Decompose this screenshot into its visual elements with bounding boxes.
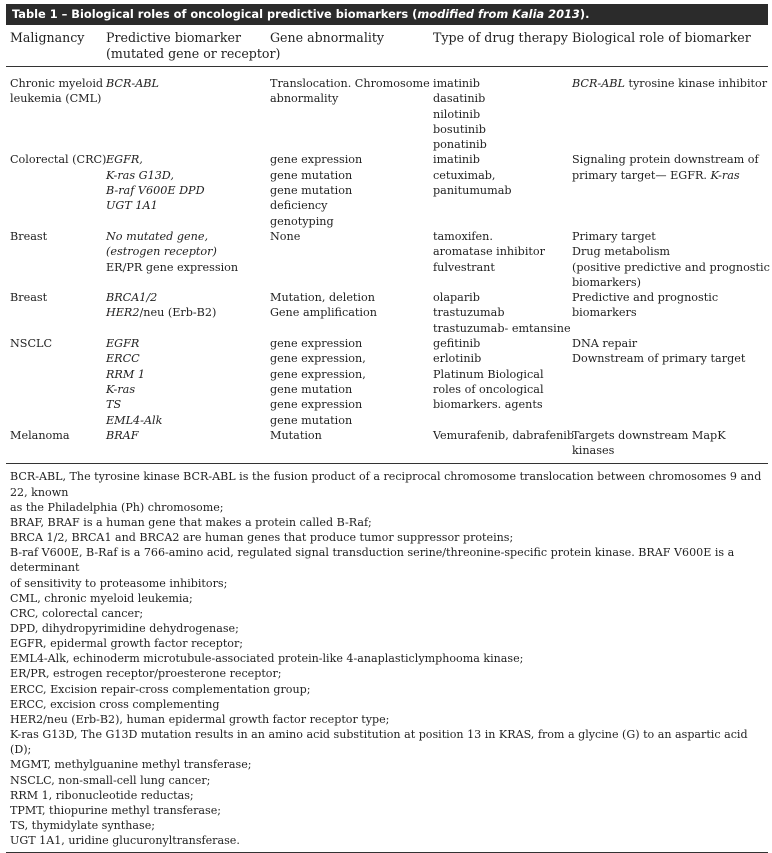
cell-line: imatinib bbox=[433, 77, 480, 90]
cell-text: RRM 1 bbox=[106, 367, 145, 381]
header-drug-therapy bbox=[429, 25, 568, 67]
cell-malignancy bbox=[6, 290, 102, 336]
cell-line: gene expression bbox=[270, 153, 363, 167]
footnote-line: RRM 1, ribonucleotide reductas; bbox=[10, 788, 194, 802]
cell-text: B-raf V600E DPD bbox=[106, 184, 205, 198]
cell-malignancy bbox=[6, 229, 102, 290]
cell-line bbox=[106, 367, 262, 382]
cell-line bbox=[572, 76, 768, 91]
cell-line bbox=[572, 244, 764, 259]
cell-line: panitumumab bbox=[433, 184, 512, 198]
footnote-line: NSCLC, non-small-cell lung cancer; bbox=[10, 773, 211, 787]
cell-line: gene mutation bbox=[270, 413, 353, 427]
cell-biological-role bbox=[568, 67, 768, 153]
cell-line: nilotinib bbox=[433, 107, 481, 121]
cell-gene-abnormality bbox=[266, 152, 429, 228]
header-line: Malignancy bbox=[10, 30, 85, 45]
cell-biological-role bbox=[568, 229, 768, 290]
cell-line: biomarkers. agents bbox=[433, 398, 543, 412]
footnote-line: ERCC, Excision repair-cross complementation group; bbox=[10, 682, 311, 696]
footnote-line: as the Philadelphia (Ph) chromosome; bbox=[10, 500, 224, 514]
cell-line bbox=[106, 152, 262, 167]
cell-line bbox=[106, 229, 262, 244]
cell-line bbox=[106, 168, 262, 183]
footnote-line: ER/PR, estrogen receptor/proesterone receptor; bbox=[10, 667, 282, 681]
cell-line: gene mutation bbox=[270, 382, 353, 396]
header-line: Predictive biomarker bbox=[106, 30, 241, 45]
cell-text: biomarkers bbox=[572, 306, 637, 320]
cell-line: tamoxifen. bbox=[433, 229, 493, 243]
cell-text: BRCA1/2 bbox=[106, 291, 158, 305]
table-row bbox=[6, 229, 768, 290]
table-header-row bbox=[6, 25, 768, 67]
cell-line bbox=[572, 260, 770, 275]
table-title bbox=[6, 4, 768, 25]
cell-line bbox=[106, 260, 262, 275]
cell-line: NSCLC bbox=[10, 337, 53, 351]
cell-malignancy bbox=[6, 152, 107, 228]
cell-line: Colorectal (CRC) bbox=[10, 153, 107, 167]
table-title-prefix: Table 1 – Biological roles of oncological predictive biomarkers ( bbox=[12, 7, 418, 21]
cell-text: EML4-Alk bbox=[106, 413, 163, 427]
cell-line: Chronic myeloid bbox=[10, 77, 104, 90]
cell-gene-abnormality bbox=[266, 290, 429, 336]
header-line: (mutated gene or receptor) bbox=[106, 46, 281, 61]
cell-line bbox=[106, 397, 262, 412]
cell-line: trastuzumab bbox=[433, 306, 505, 320]
cell-line: ponatinib bbox=[433, 138, 487, 152]
cell-drug-therapy bbox=[429, 428, 575, 459]
cell-text: (positive predictive and prognostic bbox=[572, 260, 770, 274]
cell-line: Mutation, deletion bbox=[270, 291, 375, 305]
footnote-line: CML, chronic myeloid leukemia; bbox=[10, 591, 193, 605]
cell-text: TS bbox=[106, 398, 122, 412]
cell-line bbox=[106, 336, 262, 351]
cell-line: gefitinib bbox=[433, 337, 481, 351]
cell-line bbox=[572, 443, 764, 458]
cell-line bbox=[572, 275, 764, 290]
cell-line: gene mutation bbox=[270, 168, 353, 182]
header-line: Biological role of biomarker bbox=[572, 30, 751, 45]
table-row bbox=[6, 336, 768, 428]
footnote-line: EML4-Alk, echinoderm microtubule-associated protein-like 4-anaplasticlymphooma kinase; bbox=[10, 652, 524, 666]
cell-line: dasatinib bbox=[433, 92, 486, 106]
cell-line bbox=[106, 183, 262, 198]
cell-line: abnormality bbox=[270, 92, 339, 106]
cell-biomarker bbox=[102, 67, 266, 153]
cell-text: Downstream of primary target bbox=[572, 352, 746, 366]
cell-text: UGT 1A1 bbox=[106, 199, 158, 213]
footnote-line: MGMT, methylguanine methyl transferase; bbox=[10, 758, 252, 772]
cell-line: Gene amplification bbox=[270, 306, 377, 320]
table-document bbox=[6, 4, 768, 853]
cell-line: roles of oncological bbox=[433, 382, 544, 396]
cell-line: erlotinib bbox=[433, 352, 482, 366]
cell-line: deficiency bbox=[270, 199, 328, 213]
cell-malignancy bbox=[6, 428, 102, 459]
cell-line: Breast bbox=[10, 291, 48, 305]
cell-text: EGFR bbox=[106, 337, 140, 351]
cell-line bbox=[106, 413, 262, 428]
table-title-suffix: ). bbox=[579, 7, 590, 21]
cell-line: gene expression bbox=[270, 337, 363, 351]
cell-line bbox=[106, 305, 262, 320]
cell-text-rest: tyrosine kinase inhibitor bbox=[624, 77, 768, 90]
cell-text: No mutated gene, bbox=[106, 229, 209, 243]
table-row bbox=[6, 67, 768, 153]
cell-biomarker bbox=[102, 336, 266, 428]
header-malignancy bbox=[6, 25, 102, 67]
table-row bbox=[6, 152, 768, 228]
cell-text: Targets downstream MapK bbox=[572, 428, 726, 442]
cell-text: DNA repair bbox=[572, 337, 638, 351]
cell-biomarker bbox=[102, 229, 266, 290]
table-title-source: modified from Kalia 2013 bbox=[417, 7, 580, 21]
cell-text: BCR-ABL bbox=[572, 77, 625, 90]
table-footnotes bbox=[6, 463, 768, 853]
cell-gene-abnormality bbox=[266, 428, 429, 459]
cell-line bbox=[106, 76, 262, 91]
cell-line: olaparib bbox=[433, 291, 480, 305]
footnote-line: B-raf V600E, B-Raf is a 766-amino acid, regulated signal transduction serine/threonine-specific protein kinase. BRAF V600E is a determinant bbox=[10, 546, 735, 575]
cell-biomarker bbox=[102, 428, 266, 459]
cell-line: imatinib bbox=[433, 153, 480, 167]
cell-line: None bbox=[270, 229, 301, 243]
footnote-line: ERCC, excision cross complementing bbox=[10, 697, 220, 711]
cell-text: kinases bbox=[572, 444, 615, 458]
cell-text: ER/PR gene expression bbox=[106, 260, 239, 274]
footnote-line: TPMT, thiopurine methyl transferase; bbox=[10, 803, 222, 817]
footnote-line: HER2/neu (Erb-B2), human epidermal growth factor receptor type; bbox=[10, 712, 390, 726]
header-gene-abnormality bbox=[266, 25, 429, 67]
cell-text: BCR-ABL bbox=[106, 77, 159, 90]
cell-line bbox=[106, 290, 262, 305]
footnote-line: BCR-ABL, The tyrosine kinase BCR-ABL is the fusion product of a reciprocal chromosome translocation between chromosomes 9 and 22, known bbox=[10, 470, 762, 499]
cell-gene-abnormality bbox=[266, 229, 429, 290]
header-predictive-biomarker bbox=[102, 25, 281, 67]
cell-gene-abnormality bbox=[266, 67, 429, 153]
cell-biological-role bbox=[568, 336, 768, 428]
cell-line: leukemia (CML) bbox=[10, 92, 102, 106]
footnote-line: TS, thymidylate synthase; bbox=[10, 819, 155, 833]
cell-line: trastuzumab- emtansine bbox=[433, 321, 571, 335]
footnote-line: BRAF, BRAF is a human gene that makes a protein called B-Raf; bbox=[10, 515, 372, 529]
table-row bbox=[6, 290, 768, 336]
header-line: Gene abnormality bbox=[270, 30, 385, 45]
cell-line bbox=[572, 290, 764, 305]
cell-line: gene mutation bbox=[270, 184, 353, 198]
cell-line: bosutinib bbox=[433, 122, 486, 136]
cell-text: Signaling protein downstream of bbox=[572, 153, 759, 167]
table-body bbox=[6, 67, 768, 459]
header-line: Type of drug therapy bbox=[433, 30, 568, 45]
cell-text-rest: /neu (Erb-B2) bbox=[139, 306, 217, 320]
cell-text: Predictive and prognostic bbox=[572, 291, 719, 305]
cell-line bbox=[572, 152, 764, 167]
footnote-line: DPD, dihydropyrimidine dehydrogenase; bbox=[10, 621, 239, 635]
cell-line bbox=[106, 351, 262, 366]
cell-line bbox=[572, 428, 764, 443]
cell-line: aromatase inhibitor bbox=[433, 245, 546, 259]
cell-line bbox=[106, 428, 262, 443]
cell-line bbox=[572, 305, 764, 320]
cell-text: ERCC bbox=[106, 352, 140, 366]
footnote-line: of sensitivity to proteasome inhibitors; bbox=[10, 576, 228, 590]
cell-text: Primary target bbox=[572, 229, 656, 243]
cell-drug-therapy bbox=[429, 229, 568, 290]
cell-line: gene expression, bbox=[270, 367, 366, 381]
cell-text: K-ras bbox=[106, 382, 136, 396]
cell-malignancy bbox=[6, 67, 102, 153]
cell-biological-role bbox=[568, 290, 768, 336]
cell-text: primary target— EGFR. bbox=[572, 168, 711, 182]
cell-line bbox=[572, 168, 764, 183]
cell-biomarker bbox=[102, 290, 266, 336]
cell-line: Melanoma bbox=[10, 428, 70, 442]
cell-line bbox=[106, 244, 262, 259]
cell-biomarker bbox=[102, 152, 266, 228]
cell-line: cetuximab, bbox=[433, 168, 496, 182]
cell-biological-role bbox=[568, 428, 768, 459]
cell-drug-therapy bbox=[429, 152, 568, 228]
cell-line bbox=[572, 336, 764, 351]
cell-line bbox=[572, 229, 764, 244]
header-biological-role bbox=[568, 25, 768, 67]
cell-line bbox=[572, 351, 764, 366]
cell-text: EGFR, bbox=[106, 153, 143, 167]
cell-text: HER2 bbox=[106, 306, 140, 320]
cell-biological-role bbox=[568, 152, 768, 228]
cell-text: biomarkers) bbox=[572, 275, 641, 289]
cell-text: Drug metabolism bbox=[572, 245, 671, 259]
footnote-line: EGFR, epidermal growth factor receptor; bbox=[10, 637, 243, 651]
footnote-line: K-ras G13D, The G13D mutation results in an amino acid substitution at position 13 in KRAS, from a glycine (G) to an aspartic acid (D); bbox=[10, 728, 748, 757]
table-row bbox=[6, 428, 768, 459]
footnote-line: CRC, colorectal cancer; bbox=[10, 606, 144, 620]
cell-line: gene expression, bbox=[270, 352, 366, 366]
cell-malignancy bbox=[6, 336, 102, 428]
cell-gene-abnormality bbox=[266, 336, 429, 428]
cell-text: K-ras G13D, bbox=[106, 168, 174, 182]
cell-line bbox=[106, 382, 262, 397]
cell-text: (estrogen receptor) bbox=[106, 245, 217, 259]
footnote-line: UGT 1A1, uridine glucuronyltransferase. bbox=[10, 834, 240, 848]
cell-line bbox=[106, 198, 262, 213]
cell-drug-therapy bbox=[429, 290, 571, 336]
cell-line: Platinum Biological bbox=[433, 367, 544, 381]
cell-text-tail: K-ras bbox=[710, 168, 740, 182]
cell-line: Breast bbox=[10, 229, 48, 243]
cell-text: BRAF bbox=[106, 428, 139, 442]
cell-drug-therapy bbox=[429, 67, 568, 153]
biomarker-table bbox=[6, 25, 768, 458]
cell-line: fulvestrant bbox=[433, 260, 495, 274]
cell-line: Translocation. Chromosome bbox=[270, 77, 430, 90]
cell-line: Mutation bbox=[270, 428, 322, 442]
footnote-line: BRCA 1/2, BRCA1 and BRCA2 are human genes that produce tumor suppressor proteins; bbox=[10, 531, 514, 545]
cell-line: gene expression bbox=[270, 398, 363, 412]
cell-drug-therapy bbox=[429, 336, 568, 428]
cell-line: Vemurafenib, dabrafenib bbox=[433, 428, 575, 442]
cell-line: genotyping bbox=[270, 214, 334, 228]
